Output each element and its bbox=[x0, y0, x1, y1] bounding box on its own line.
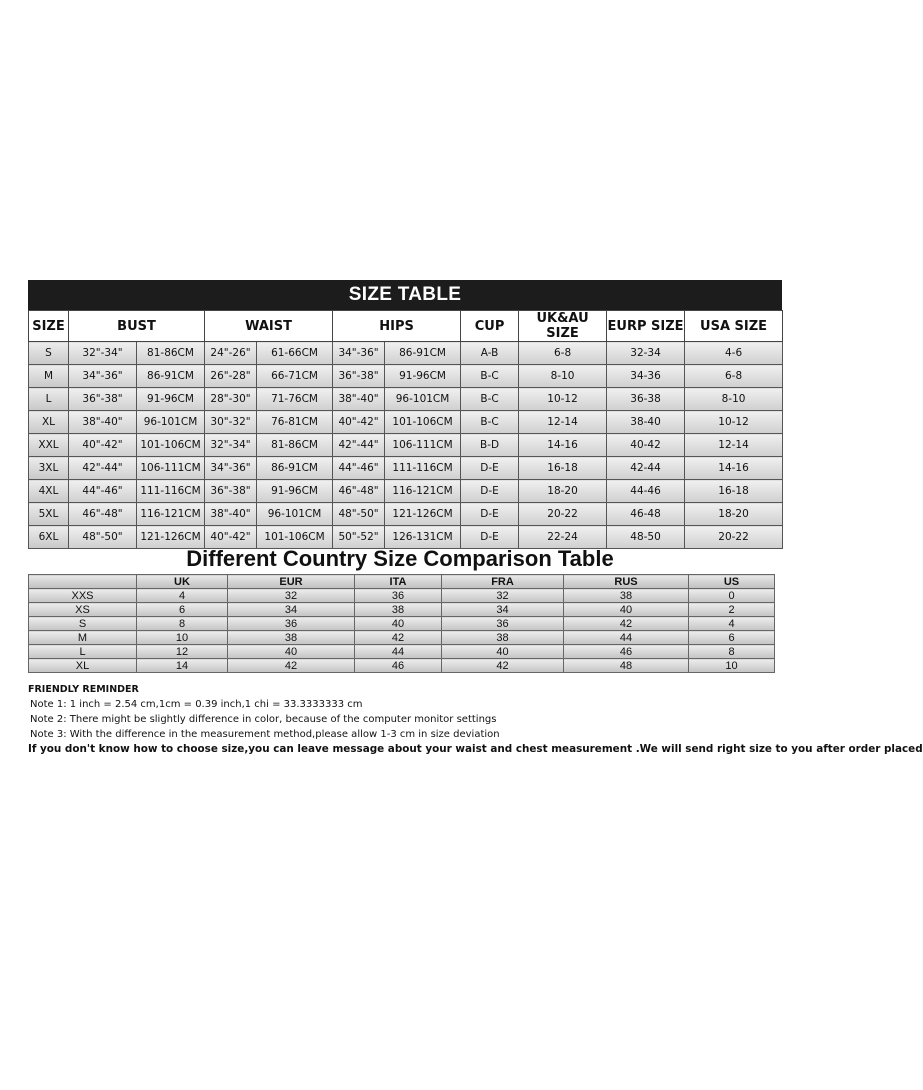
size-cell: 116-121CM bbox=[385, 480, 461, 503]
size-cell: 8-10 bbox=[519, 365, 607, 388]
size-table-body bbox=[29, 342, 783, 549]
size-cell: 36-38 bbox=[607, 388, 685, 411]
comparison-cell: 36 bbox=[442, 617, 564, 631]
size-cell: 34-36 bbox=[607, 365, 685, 388]
size-cell: 71-76CM bbox=[257, 388, 333, 411]
comparison-cell: 4 bbox=[689, 617, 775, 631]
size-cell: 42"-44" bbox=[69, 457, 137, 480]
size-cell: 106-111CM bbox=[137, 457, 205, 480]
comparison-cell: L bbox=[29, 645, 137, 659]
size-cell: 16-18 bbox=[519, 457, 607, 480]
comparison-cell: 36 bbox=[228, 617, 355, 631]
header-waist: WAIST bbox=[205, 311, 333, 342]
size-cell: 126-131CM bbox=[385, 526, 461, 549]
comparison-cell: 10 bbox=[137, 631, 228, 645]
header-usa-size: USA SIZE bbox=[685, 311, 783, 342]
size-cell: 34"-36" bbox=[69, 365, 137, 388]
size-cell: 96-101CM bbox=[257, 503, 333, 526]
comparison-cell: 40 bbox=[564, 603, 689, 617]
comparison-cell: 2 bbox=[689, 603, 775, 617]
comparison-cell: 38 bbox=[228, 631, 355, 645]
comparison-cell: 44 bbox=[355, 645, 442, 659]
comparison-cell: 8 bbox=[137, 617, 228, 631]
header-bust: BUST bbox=[69, 311, 205, 342]
comparison-cell: M bbox=[29, 631, 137, 645]
size-row bbox=[29, 388, 783, 411]
size-cell: 48"-50" bbox=[333, 503, 385, 526]
size-cell: 96-101CM bbox=[137, 411, 205, 434]
comparison-header-size bbox=[29, 575, 137, 589]
header-size: SIZE bbox=[29, 311, 69, 342]
size-cell: 38"-40" bbox=[205, 503, 257, 526]
size-cell: 3XL bbox=[29, 457, 69, 480]
comparison-cell: 38 bbox=[355, 603, 442, 617]
size-cell: 34"-36" bbox=[333, 342, 385, 365]
comparison-header-rus: RUS bbox=[564, 575, 689, 589]
friendly-reminder bbox=[28, 682, 923, 757]
comparison-cell: 42 bbox=[228, 659, 355, 673]
comparison-row bbox=[29, 617, 775, 631]
comparison-row bbox=[29, 603, 775, 617]
comparison-row bbox=[29, 645, 775, 659]
size-cell: 44"-46" bbox=[333, 457, 385, 480]
comparison-cell: 32 bbox=[442, 589, 564, 603]
comparison-cell: 42 bbox=[355, 631, 442, 645]
size-cell: 28"-30" bbox=[205, 388, 257, 411]
size-cell: 106-111CM bbox=[385, 434, 461, 457]
size-cell: 16-18 bbox=[685, 480, 783, 503]
comparison-header-uk: UK bbox=[137, 575, 228, 589]
size-cell: 86-91CM bbox=[385, 342, 461, 365]
size-cell: 76-81CM bbox=[257, 411, 333, 434]
size-cell: 4XL bbox=[29, 480, 69, 503]
size-cell: 30"-32" bbox=[205, 411, 257, 434]
size-cell: 44"-46" bbox=[69, 480, 137, 503]
size-cell: 48-50 bbox=[607, 526, 685, 549]
size-cell: 14-16 bbox=[519, 434, 607, 457]
size-cell: 22-24 bbox=[519, 526, 607, 549]
comparison-cell: 32 bbox=[228, 589, 355, 603]
size-cell: M bbox=[29, 365, 69, 388]
size-cell: 10-12 bbox=[685, 411, 783, 434]
size-cell: A-B bbox=[461, 342, 519, 365]
comparison-cell: 34 bbox=[228, 603, 355, 617]
size-cell: 121-126CM bbox=[385, 503, 461, 526]
comparison-cell: XXS bbox=[29, 589, 137, 603]
size-advice: If you don't know how to choose size,you can leave message about your waist and chest measurement .We will send right size to you after order placed bbox=[28, 743, 923, 755]
size-cell: 6-8 bbox=[685, 365, 783, 388]
comparison-cell: 42 bbox=[442, 659, 564, 673]
size-cell: 18-20 bbox=[519, 480, 607, 503]
comparison-cell: 42 bbox=[564, 617, 689, 631]
header-cup: CUP bbox=[461, 311, 519, 342]
comparison-cell: 48 bbox=[564, 659, 689, 673]
size-row bbox=[29, 480, 783, 503]
comparison-cell: 0 bbox=[689, 589, 775, 603]
comparison-cell: 40 bbox=[442, 645, 564, 659]
comparison-cell: S bbox=[29, 617, 137, 631]
size-cell: 36"-38" bbox=[69, 388, 137, 411]
size-cell: B-C bbox=[461, 411, 519, 434]
header-eurp-size: EURP SIZE bbox=[607, 311, 685, 342]
size-cell: 38-40 bbox=[607, 411, 685, 434]
size-table-section bbox=[28, 280, 782, 549]
size-cell: B-C bbox=[461, 388, 519, 411]
size-cell: 91-96CM bbox=[385, 365, 461, 388]
comparison-cell: 6 bbox=[137, 603, 228, 617]
comparison-row bbox=[29, 589, 775, 603]
size-row bbox=[29, 434, 783, 457]
size-cell: 20-22 bbox=[685, 526, 783, 549]
size-cell: 6-8 bbox=[519, 342, 607, 365]
comparison-cell: 40 bbox=[355, 617, 442, 631]
size-cell: 38"-40" bbox=[333, 388, 385, 411]
size-cell: 91-96CM bbox=[137, 388, 205, 411]
comparison-row bbox=[29, 631, 775, 645]
size-cell: 6XL bbox=[29, 526, 69, 549]
size-cell: 46"-48" bbox=[333, 480, 385, 503]
size-cell: 26"-28" bbox=[205, 365, 257, 388]
size-cell: S bbox=[29, 342, 69, 365]
size-cell: 8-10 bbox=[685, 388, 783, 411]
size-cell: 91-96CM bbox=[257, 480, 333, 503]
size-row bbox=[29, 411, 783, 434]
comparison-header-eur: EUR bbox=[228, 575, 355, 589]
size-cell: 116-121CM bbox=[137, 503, 205, 526]
size-cell: 12-14 bbox=[685, 434, 783, 457]
size-cell: 121-126CM bbox=[137, 526, 205, 549]
note-2: Note 2: There might be slightly difference in color, because of the computer monitor settings bbox=[30, 714, 497, 725]
size-cell: 32"-34" bbox=[69, 342, 137, 365]
comparison-cell: XL bbox=[29, 659, 137, 673]
note-3: Note 3: With the difference in the measurement method,please allow 1-3 cm in size deviation bbox=[30, 729, 500, 740]
size-cell: 32-34 bbox=[607, 342, 685, 365]
comparison-cell: 46 bbox=[564, 645, 689, 659]
size-cell: XXL bbox=[29, 434, 69, 457]
size-cell: 40"-42" bbox=[205, 526, 257, 549]
size-row bbox=[29, 503, 783, 526]
comparison-header-row bbox=[29, 575, 775, 589]
size-row bbox=[29, 365, 783, 388]
comparison-header-fra: FRA bbox=[442, 575, 564, 589]
size-cell: 42"-44" bbox=[333, 434, 385, 457]
size-cell: 20-22 bbox=[519, 503, 607, 526]
size-cell: 101-106CM bbox=[385, 411, 461, 434]
size-cell: 101-106CM bbox=[257, 526, 333, 549]
note-1: Note 1: 1 inch = 2.54 cm,1cm = 0.39 inch,1 chi = 33.3333333 cm bbox=[30, 699, 363, 710]
comparison-cell: 4 bbox=[137, 589, 228, 603]
size-cell: 24"-26" bbox=[205, 342, 257, 365]
comparison-table bbox=[28, 574, 775, 673]
size-cell: 111-116CM bbox=[385, 457, 461, 480]
size-cell: 38"-40" bbox=[69, 411, 137, 434]
size-cell: 111-116CM bbox=[137, 480, 205, 503]
size-cell: 101-106CM bbox=[137, 434, 205, 457]
size-cell: L bbox=[29, 388, 69, 411]
size-cell: 32"-34" bbox=[205, 434, 257, 457]
size-cell: 66-71CM bbox=[257, 365, 333, 388]
comparison-cell: 14 bbox=[137, 659, 228, 673]
size-cell: 5XL bbox=[29, 503, 69, 526]
size-cell: 96-101CM bbox=[385, 388, 461, 411]
size-cell: B-C bbox=[461, 365, 519, 388]
size-cell: 4-6 bbox=[685, 342, 783, 365]
size-cell: 48"-50" bbox=[69, 526, 137, 549]
size-cell: D-E bbox=[461, 480, 519, 503]
size-cell: D-E bbox=[461, 526, 519, 549]
comparison-cell: 36 bbox=[355, 589, 442, 603]
comparison-cell: 34 bbox=[442, 603, 564, 617]
comparison-row bbox=[29, 659, 775, 673]
size-cell: 42-44 bbox=[607, 457, 685, 480]
size-cell: D-E bbox=[461, 457, 519, 480]
reminder-heading: FRIENDLY REMINDER bbox=[28, 684, 139, 695]
size-cell: 34"-36" bbox=[205, 457, 257, 480]
size-cell: 10-12 bbox=[519, 388, 607, 411]
comparison-cell: 8 bbox=[689, 645, 775, 659]
size-cell: D-E bbox=[461, 503, 519, 526]
comparison-cell: 6 bbox=[689, 631, 775, 645]
comparison-header-ita: ITA bbox=[355, 575, 442, 589]
size-cell: 40-42 bbox=[607, 434, 685, 457]
comparison-cell: 40 bbox=[228, 645, 355, 659]
size-cell: XL bbox=[29, 411, 69, 434]
size-cell: 44-46 bbox=[607, 480, 685, 503]
size-cell: 46-48 bbox=[607, 503, 685, 526]
size-cell: B-D bbox=[461, 434, 519, 457]
size-cell: 36"-38" bbox=[333, 365, 385, 388]
size-row bbox=[29, 457, 783, 480]
header-uk-au-size: UK&AU SIZE bbox=[519, 311, 607, 342]
comparison-cell: 46 bbox=[355, 659, 442, 673]
comparison-table-title: Different Country Size Comparison Table bbox=[186, 546, 614, 571]
comparison-header-us: US bbox=[689, 575, 775, 589]
size-table-header-row bbox=[29, 311, 783, 342]
size-table bbox=[28, 310, 783, 549]
size-cell: 81-86CM bbox=[257, 434, 333, 457]
size-table-title: SIZE TABLE bbox=[28, 280, 782, 310]
size-cell: 40"-42" bbox=[333, 411, 385, 434]
comparison-cell: 38 bbox=[564, 589, 689, 603]
size-cell: 86-91CM bbox=[137, 365, 205, 388]
comparison-cell: 12 bbox=[137, 645, 228, 659]
comparison-table-body bbox=[29, 589, 775, 673]
size-cell: 86-91CM bbox=[257, 457, 333, 480]
comparison-cell: XS bbox=[29, 603, 137, 617]
comparison-cell: 38 bbox=[442, 631, 564, 645]
comparison-cell: 10 bbox=[689, 659, 775, 673]
size-cell: 40"-42" bbox=[69, 434, 137, 457]
size-cell: 81-86CM bbox=[137, 342, 205, 365]
size-cell: 12-14 bbox=[519, 411, 607, 434]
size-cell: 61-66CM bbox=[257, 342, 333, 365]
size-cell: 14-16 bbox=[685, 457, 783, 480]
size-cell: 18-20 bbox=[685, 503, 783, 526]
size-row bbox=[29, 342, 783, 365]
size-cell: 46"-48" bbox=[69, 503, 137, 526]
header-hips: HIPS bbox=[333, 311, 461, 342]
comparison-cell: 44 bbox=[564, 631, 689, 645]
size-cell: 36"-38" bbox=[205, 480, 257, 503]
size-cell: 50"-52" bbox=[333, 526, 385, 549]
